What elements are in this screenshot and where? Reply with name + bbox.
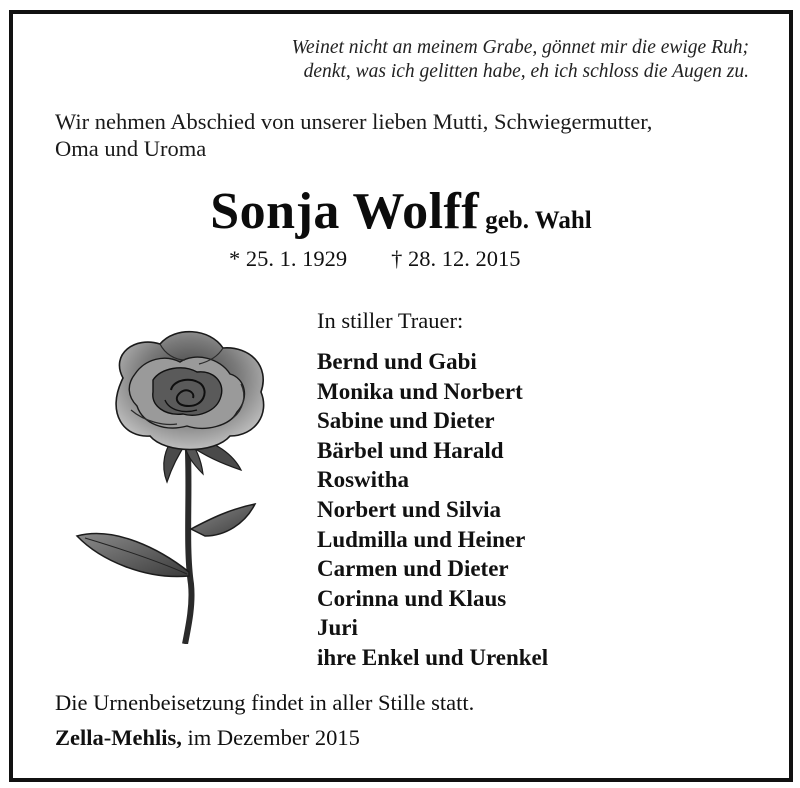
date: im Dezember 2015 [187,725,360,750]
mourner-name: Bärbel und Harald [317,437,504,463]
obituary-frame [9,10,793,782]
mourner-name: Norbert und Silvia [317,496,502,522]
mourner-name: Ludmilla und Heiner [317,526,526,552]
intro-line: Wir nehmen Abschied von unserer lieben Mutti, Schwiegermutter, [55,109,653,134]
intro-line: Oma und Uroma [55,136,207,161]
mourners-list [317,347,548,673]
rose-icon [65,314,285,644]
poem-line: denkt, was ich gelitten habe, eh ich schloss die Augen zu. [303,61,749,82]
life-dates [229,246,521,272]
birth-date: * 25. 1. 1929 [229,246,348,271]
death-date: † 28. 12. 2015 [391,246,521,271]
mourner-name: ihre Enkel und Urenkel [317,644,549,670]
obituary-content [13,14,789,778]
intro-text [55,108,755,162]
mourner-name: Juri [317,615,358,641]
mourner-name: Corinna und Klaus [317,585,507,611]
deceased-name: Sonja Wolff [210,183,480,240]
poem-line: Weinet nicht an meinem Grabe, gönnet mir die ewige Ruh; [291,37,749,58]
mourning-label: In stiller Trauer: [317,308,464,333]
mourner-name: Bernd und Gabi [317,349,477,374]
place-date-line [55,725,360,751]
deceased-name-line [13,182,789,241]
mourner-name: Monika und Norbert [317,378,523,404]
burial-note: Die Urnenbeisetzung findet in aller Stille statt. [55,690,475,715]
poem [149,36,749,84]
maiden-name: geb. Wahl [485,207,592,234]
place: Zella-Mehlis, [55,725,182,750]
mourner-name: Carmen und Dieter [317,556,509,582]
mourner-name: Sabine und Dieter [317,408,495,434]
mourner-name: Roswitha [317,467,410,493]
